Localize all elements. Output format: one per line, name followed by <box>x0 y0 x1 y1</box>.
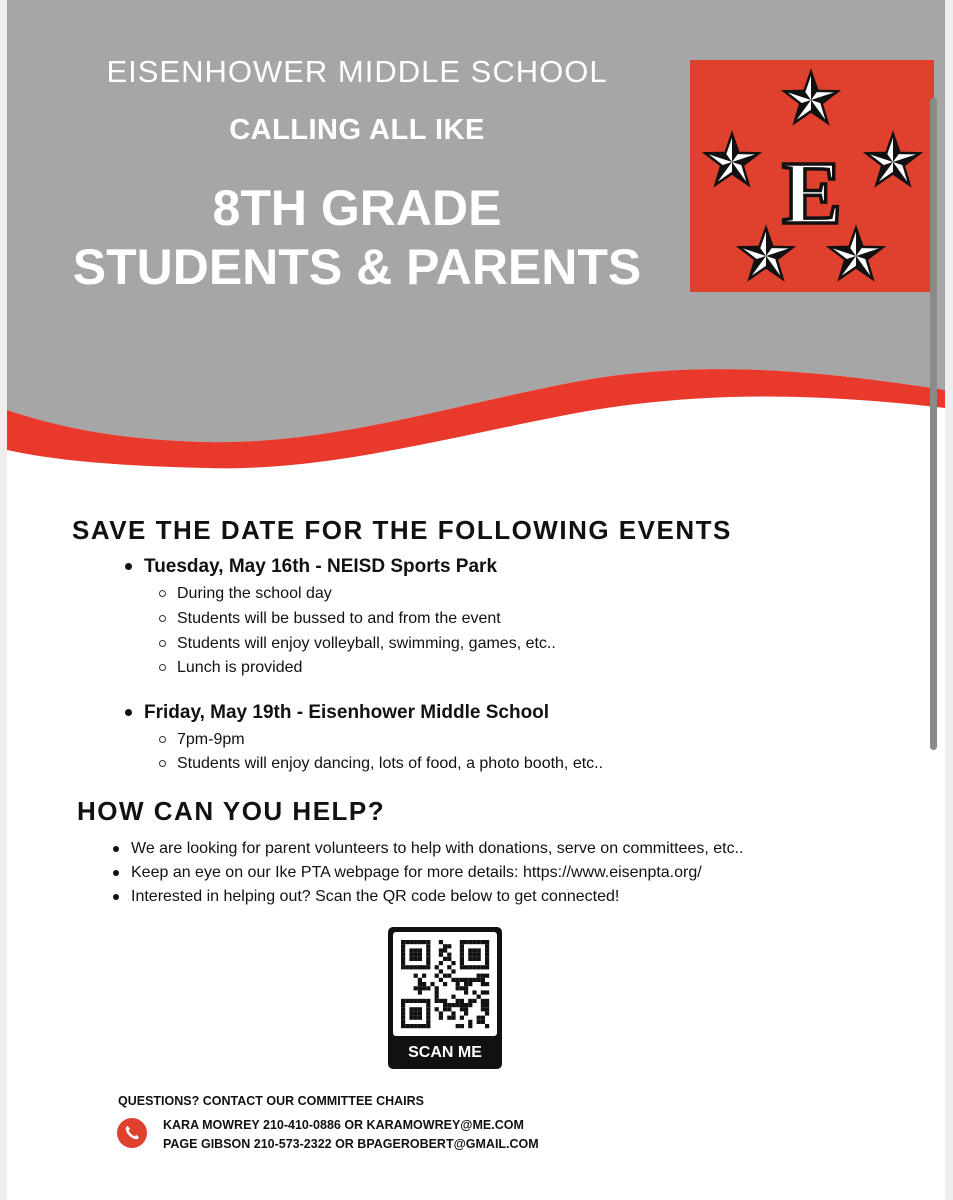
circle-bullet-icon <box>159 590 166 597</box>
bullet-icon <box>125 709 132 716</box>
event-2-title: Friday, May 19th - Eisenhower Middle School <box>125 702 549 724</box>
event-1-title: Tuesday, May 16th - NEISD Sports Park <box>125 556 497 578</box>
circle-bullet-icon <box>159 664 166 671</box>
contact-heading: QUESTIONS? CONTACT OUR COMMITTEE CHAIRS <box>118 1094 425 1108</box>
event-2-detail: Students will enjoy dancing, lots of food, a photo booth, etc.. <box>159 755 603 773</box>
circle-bullet-icon <box>159 760 166 767</box>
calling-subtitle: CALLING ALL IKE <box>229 114 485 146</box>
circle-bullet-icon <box>159 615 166 622</box>
bullet-icon <box>113 846 119 852</box>
qr-code-pattern <box>393 932 497 1036</box>
logo-letter: E <box>781 144 843 243</box>
event-1-detail: Students will be bussed to and from the event <box>159 610 501 628</box>
help-item: Keep an eye on our Ike PTA webpage for more details: https://www.eisenpta.org/ <box>113 864 702 882</box>
event-1-detail: Lunch is provided <box>159 659 302 677</box>
circle-bullet-icon <box>159 736 166 743</box>
flyer-page <box>7 0 945 1200</box>
event-1-detail: During the school day <box>159 585 332 603</box>
save-the-date-heading: SAVE THE DATE FOR THE FOLLOWING EVENTS <box>72 515 732 545</box>
bullet-icon <box>113 870 119 876</box>
scrollbar[interactable] <box>930 98 937 750</box>
event-1-detail: Students will enjoy volleyball, swimming, games, etc.. <box>159 635 556 653</box>
help-item: We are looking for parent volunteers to help with donations, serve on committees, etc.. <box>113 840 743 858</box>
star-e-logo <box>690 60 934 292</box>
school-name: EISENHOWER MIDDLE SCHOOL <box>106 54 608 89</box>
event-2-detail: 7pm-9pm <box>159 731 245 749</box>
headline-line-1: 8TH GRADE <box>212 180 502 236</box>
bullet-icon <box>125 563 132 570</box>
contact-line: KARA MOWREY 210-410-0886 OR KARAMOWREY@ME.COM <box>163 1118 524 1132</box>
phone-icon <box>117 1118 147 1148</box>
how-can-you-help-heading: HOW CAN YOU HELP? <box>77 796 386 826</box>
scan-me-label: SCAN ME <box>408 1044 482 1061</box>
qr-code[interactable] <box>388 927 502 1069</box>
contact-line: PAGE GIBSON 210-573-2322 OR BPAGEROBERT@GMAIL.COM <box>163 1137 539 1151</box>
help-item: Interested in helping out? Scan the QR code below to get connected! <box>113 888 619 906</box>
circle-bullet-icon <box>159 640 166 647</box>
headline-line-2: STUDENTS & PARENTS <box>72 239 642 295</box>
bullet-icon <box>113 894 119 900</box>
